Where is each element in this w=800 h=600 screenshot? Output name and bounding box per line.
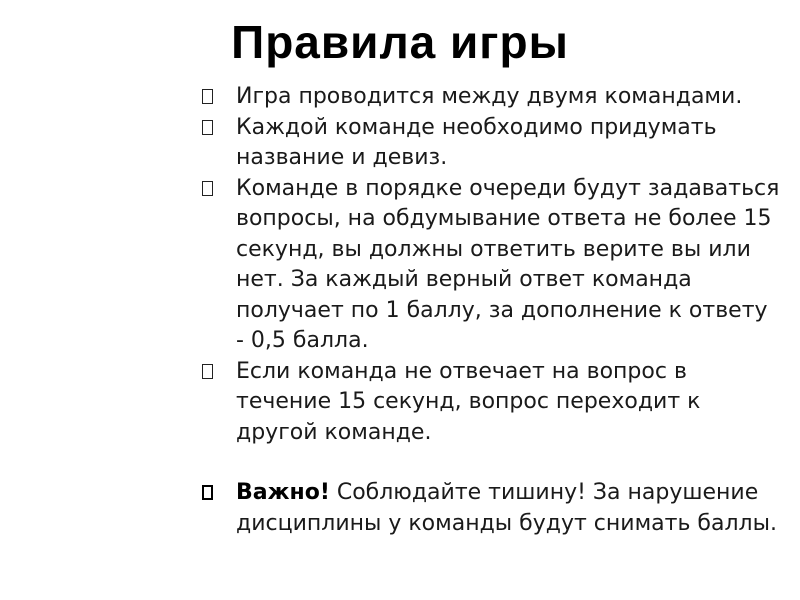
rule-item-3 bbox=[200, 174, 780, 357]
important-note bbox=[200, 478, 780, 539]
rules-list bbox=[200, 82, 780, 539]
rule-text: Если команда не отвечает на вопрос в течение 15 секунд, вопрос переходит к другой команде. bbox=[236, 358, 701, 445]
rule-item-1 bbox=[200, 82, 780, 113]
square-bullet-icon bbox=[202, 120, 213, 135]
important-text: Соблюдайте тишину! За нарушение дисциплины у команды будут снимать баллы. bbox=[236, 480, 777, 536]
rule-text: Каждой команде необходимо придумать название и девиз. bbox=[236, 114, 717, 170]
square-bullet-icon bbox=[202, 89, 213, 104]
rule-item-4 bbox=[200, 357, 780, 449]
square-bullet-icon bbox=[202, 485, 213, 500]
square-bullet-icon bbox=[202, 364, 213, 379]
rule-item-2 bbox=[200, 113, 780, 174]
rule-text: Игра проводится между двумя командами. bbox=[236, 84, 743, 109]
slide-title: Правила игры bbox=[231, 16, 569, 68]
rule-text: Команде в порядке очереди будут задаваться вопросы, на обдумывание ответа не более 15 секунд, вы должны ответить верите вы или нет. За каждый верный ответ команда получает по 1 баллу, за дополнение к ответу - 0,5 балла. bbox=[236, 175, 780, 353]
square-bullet-icon bbox=[202, 181, 213, 196]
important-label: Важно! bbox=[236, 480, 330, 505]
